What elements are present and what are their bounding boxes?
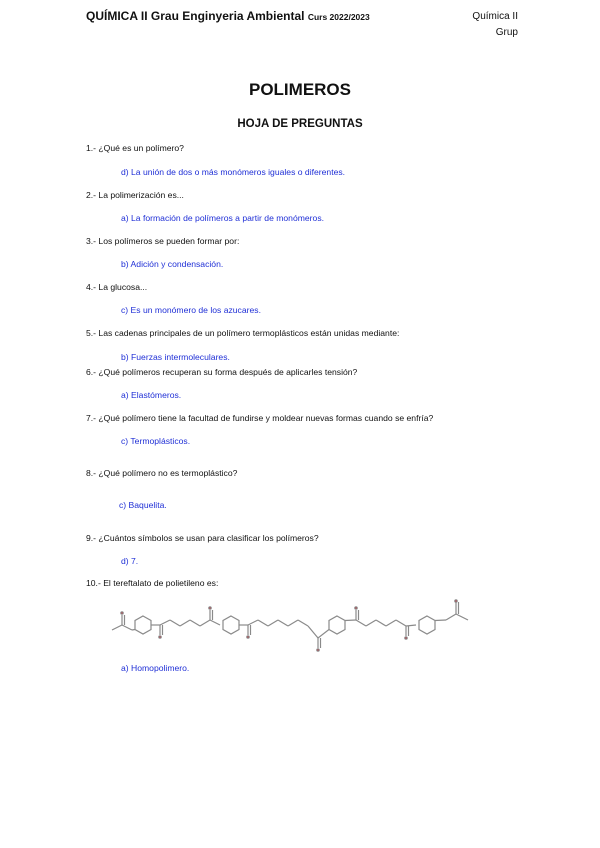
answer-6: a) Elastómeros. xyxy=(121,390,182,400)
question-8: 8.- ¿Qué polímero no es termoplástico? xyxy=(86,468,238,478)
pet-structure-image xyxy=(110,598,475,658)
answer-4: c) Es un monómero de los azucares. xyxy=(121,305,261,315)
question-3: 3.- Los polímeros se pueden formar por: xyxy=(86,236,240,246)
answer-8: c) Baquelita. xyxy=(119,500,167,510)
page-subtitle: HOJA DE PREGUNTAS xyxy=(237,118,363,130)
answer-3: b) Adición y condensación. xyxy=(121,259,224,269)
answer-2: a) La formación de polímeros a partir de monómeros. xyxy=(121,213,325,223)
question-7: 7.- ¿Qué polímero tiene la facultad de fundirse y moldear nuevas formas cuando se enfría? xyxy=(86,413,434,423)
question-1: 1.- ¿Qué es un polímero? xyxy=(86,143,184,153)
header-group: Grup xyxy=(495,27,518,38)
header-course xyxy=(86,9,370,23)
answer-10: a) Homopolimero. xyxy=(121,663,190,673)
question-9: 9.- ¿Cuántos símbolos se usan para clasificar los polímeros? xyxy=(86,533,319,543)
answer-7: c) Termoplásticos. xyxy=(121,436,191,446)
course-title: QUÍMICA II Grau Enginyeria Ambiental xyxy=(86,9,305,23)
answer-5: b) Fuerzas intermoleculares. xyxy=(121,352,230,362)
page-title: POLIMEROS xyxy=(248,80,351,99)
answer-9: d) 7. xyxy=(121,556,139,566)
header-subject: Química II xyxy=(472,11,518,22)
question-5: 5.- Las cadenas principales de un polímero termoplásticos están unidas mediante: xyxy=(86,328,400,338)
header-right xyxy=(466,9,518,41)
course-year: Curs 2022/2023 xyxy=(307,12,370,22)
question-10: 10.- El tereftalato de polietileno es: xyxy=(86,578,219,588)
question-4: 4.- La glucosa... xyxy=(86,282,148,292)
question-2: 2.- La polimerización es... xyxy=(86,190,184,200)
question-6: 6.- ¿Qué polímeros recuperan su forma después de aplicarles tensión? xyxy=(86,367,358,377)
answer-1: d) La unión de dos o más monómeros iguales o diferentes. xyxy=(121,167,346,177)
